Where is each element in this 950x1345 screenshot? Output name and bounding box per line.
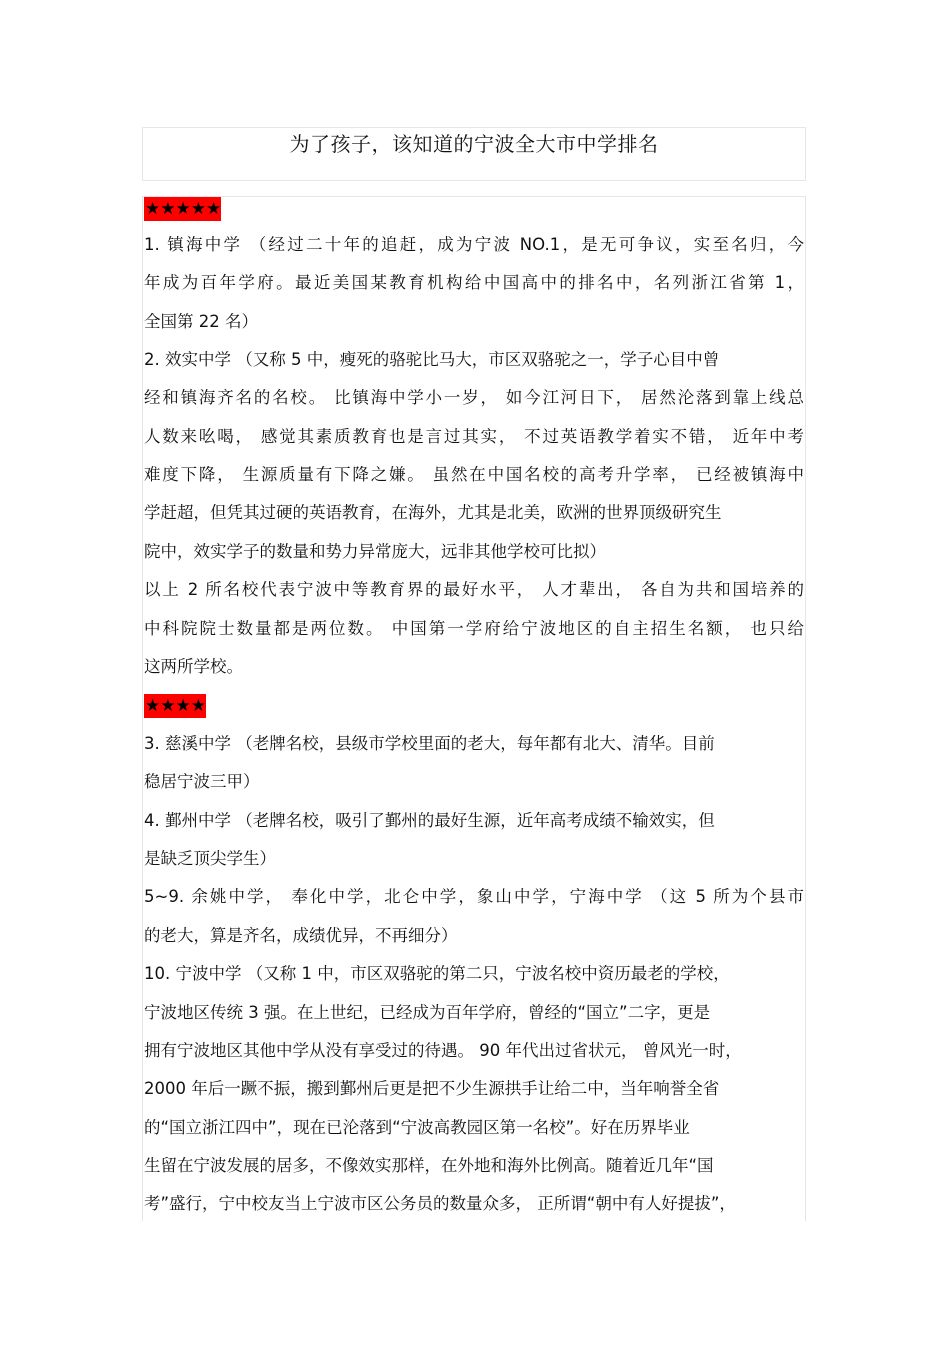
- text-line: 2. 效实中学 （又称 5 中，瘦死的骆驼比马大，市区双骆驼之一，学子心目中曾: [144, 350, 720, 369]
- text-line: 4. 鄞州中学 （老牌名校，吸引了鄞州的最好生源，近年高考成绩不输效实，但: [144, 811, 715, 830]
- text-line: 的“国立浙江四中”，现在已沦落到“宁波高教园区第一名校”。好在历界毕业: [144, 1118, 690, 1137]
- text-line: 的老大，算是齐名，成绩优异，不再细分）: [144, 926, 458, 945]
- text-line: 宁波地区传统 3 强。在上世纪，已经成为百年学府，曾经的“国立”二字，更是: [144, 1003, 711, 1022]
- text-line: 5~9. 余姚中学， 奉化中学，北仑中学，象山中学，宁海中学 （这 5 所为个县市: [144, 887, 804, 906]
- title-box: [142, 127, 806, 181]
- text-line: 人数来吆喝， 感觉其素质教育也是言过其实， 不过英语教学着实不错， 近年中考: [144, 427, 804, 446]
- text-line: 是缺乏顶尖学生）: [144, 849, 276, 868]
- text-line: 1. 镇海中学 （经过二十年的追赶，成为宁波 NO.1，是无可争议，实至名归，今: [144, 235, 804, 254]
- text-line: 难度下降， 生源质量有下降之嫌。 虽然在中国名校的高考升学率， 已经被镇海中: [144, 465, 804, 484]
- text-line: 以上 2 所名校代表宁波中等教育界的最好水平， 人才辈出， 各自为共和国培养的: [144, 580, 804, 599]
- page-title: 为了孩子，该知道的宁波全大市中学排名: [289, 132, 659, 156]
- text-line: 全国第 22 名）: [144, 312, 258, 331]
- text-line: 10. 宁波中学 （又称 1 中，市区双骆驼的第二只，宁波名校中资历最老的学校，: [144, 964, 730, 983]
- text-line: 3. 慈溪中学 （老牌名校，县级市学校里面的老大，每年都有北大、清华。目前: [144, 734, 715, 753]
- text-line: 院中，效实学子的数量和势力异常庞大，远非其他学校可比拟）: [144, 542, 606, 561]
- text-line: 年成为百年学府。最近美国某教育机构给中国高中的排名中，名列浙江省第 1，: [144, 273, 804, 292]
- text-line: 拥有宁波地区其他中学从没有享受过的待遇。 90 年代出过省状元， 曾风光一时，: [144, 1041, 742, 1060]
- text-line: 学赶超，但凭其过硬的英语教育，在海外，尤其是北美，欧洲的世界顶级研究生: [144, 503, 722, 522]
- text-line: 经和镇海齐名的名校。 比镇海中学小一岁， 如今江河日下， 居然沦落到靠上线总: [144, 388, 804, 407]
- five-star-rating-badge: ★★★★★: [145, 199, 222, 219]
- text-line: 生留在宁波发展的居多，不像效实那样，在外地和海外比例高。随着近几年“国: [144, 1156, 714, 1175]
- text-line: 这两所学校。: [144, 657, 243, 676]
- four-star-rating-badge: ★★★★: [145, 696, 206, 716]
- text-line: 稳居宁波三甲）: [144, 772, 260, 791]
- text-line: 考”盛行，宁中校友当上宁波市区公务员的数量众多， 正所谓“朝中有人好提拔”，: [144, 1194, 736, 1213]
- text-line: 中科院院士数量都是两位数。 中国第一学府给宁波地区的自主招生名额， 也只给: [144, 619, 804, 638]
- text-line: 2000 年后一蹶不振，搬到鄞州后更是把不少生源拱手让给二中，当年响誉全省: [144, 1079, 720, 1098]
